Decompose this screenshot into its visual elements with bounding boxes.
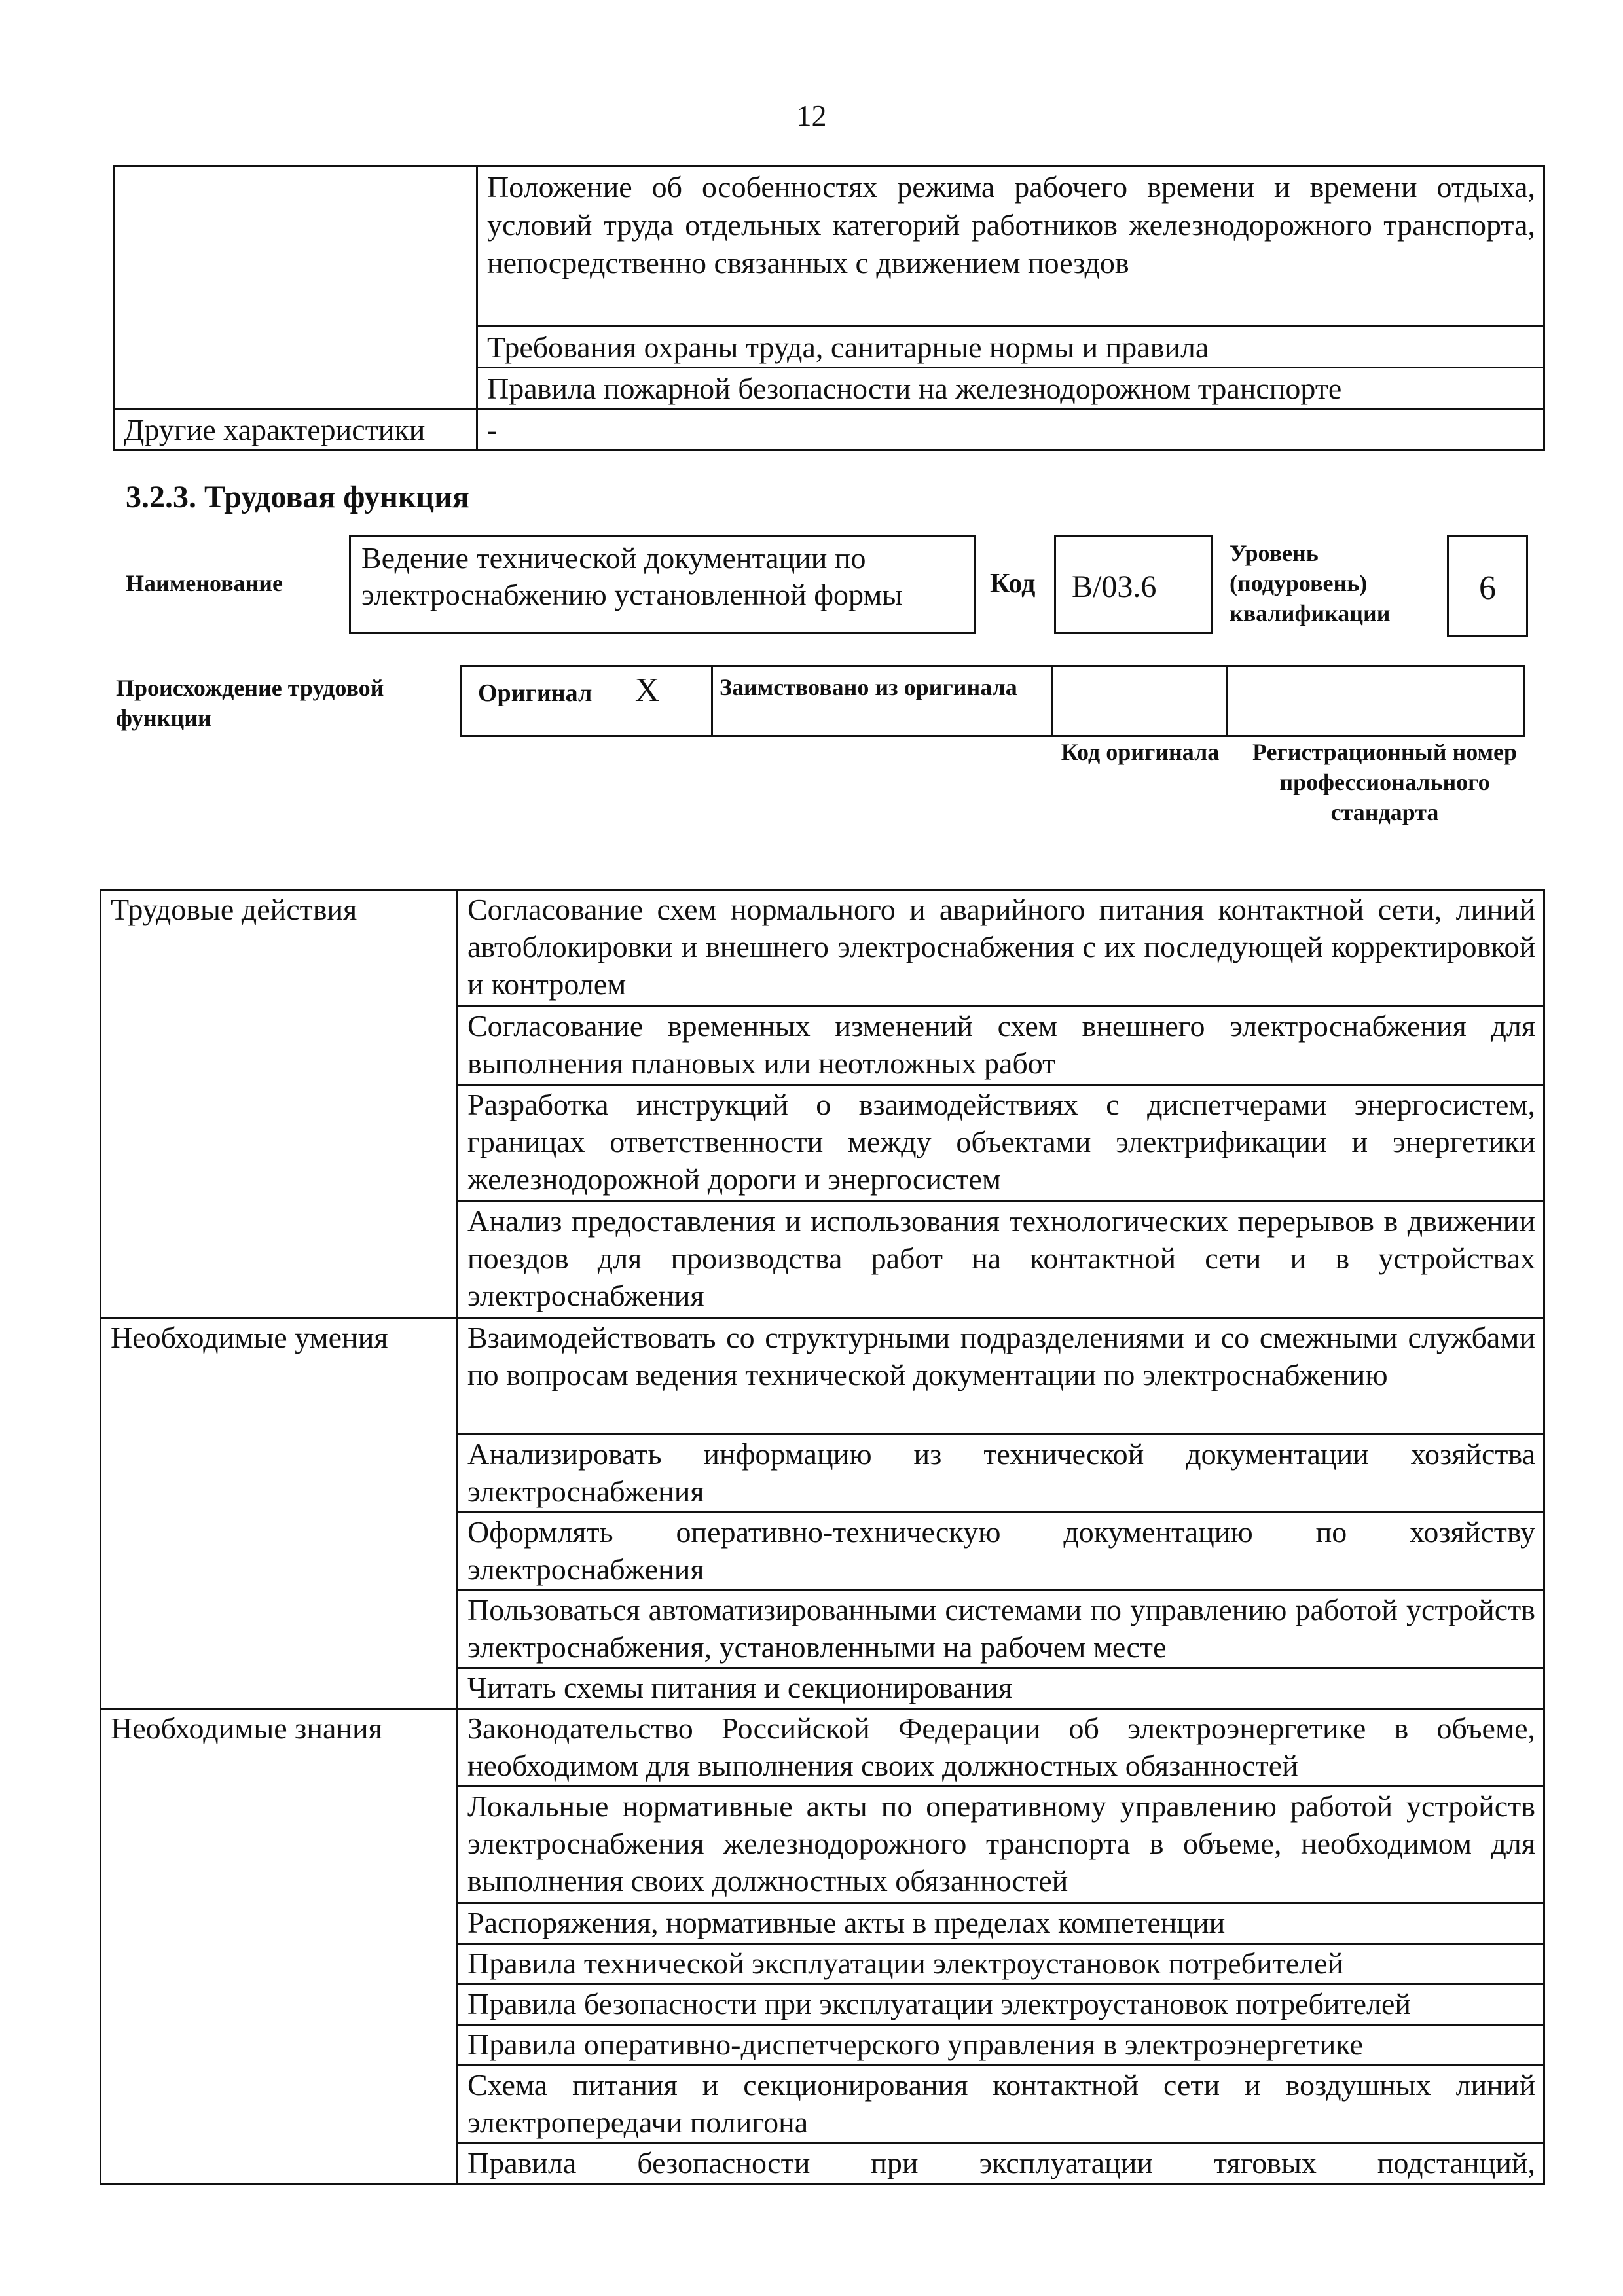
name-label: Наименование: [126, 570, 283, 596]
function-code-box: [1054, 535, 1213, 634]
origin-table: [460, 665, 1525, 737]
code-label: Код: [990, 569, 1036, 599]
table-cell: Правила пожарной безопасности на железнодорожном транспорте: [477, 368, 1544, 409]
function-name-box: [349, 535, 976, 634]
original-label: Оригинал: [478, 679, 593, 707]
page-number: 12: [796, 99, 827, 132]
level-value: 6: [1479, 569, 1496, 607]
section-heading: 3.2.3. Трудовая функция: [126, 480, 469, 514]
reg-number-cell: [1228, 666, 1525, 736]
table-cell: Распоряжения, нормативные акты в пределах компетенции: [458, 1903, 1544, 1944]
code-original-cell: [1053, 666, 1228, 736]
table-cell: Правила оперативно-диспетчерского управления в электроэнергетике: [458, 2025, 1544, 2066]
borrowed-cell: Заимствовано из оригинала: [712, 666, 1053, 736]
table-cell: Требования охраны труда, санитарные нормы и правила: [477, 327, 1544, 368]
table-cell: Взаимодействовать со структурными подразделениями и со смежными службами по вопросам ведения технической документации по электроснабжению: [458, 1318, 1544, 1435]
table-row: [462, 666, 1525, 736]
labor-function-table: [100, 889, 1545, 2185]
level-label: Уровень (подуровень) квалификации: [1230, 540, 1391, 626]
table-row: [101, 1318, 1544, 1435]
table-cell: Локальные нормативные акты по оперативному управлению работой устройств электроснабжения железнодорожного транспорта в объеме, необходимом для выполнения своих должностных обязанностей: [458, 1787, 1544, 1903]
table-cell: Согласование временных изменений схем внешнего электроснабжения для выполнения плановых или неотложных работ: [458, 1007, 1544, 1085]
original-cell: [462, 666, 712, 736]
continuation-table: [113, 165, 1545, 451]
table-cell: Оформлять оперативно-техническую документацию по хозяйству электроснабжения: [458, 1513, 1544, 1590]
table-label-cell: [114, 166, 477, 409]
table-cell: Разработка инструкций о взаимодействиях с диспетчерами энергосистем, границах ответственности между объектами электрификации и энергетики железнодорожной дороги и энергосистем: [458, 1085, 1544, 1202]
table-cell: Анализировать информацию из технической документации хозяйства электроснабжения: [458, 1435, 1544, 1513]
function-code: B/03.6: [1072, 569, 1157, 604]
original-mark: X: [634, 672, 660, 709]
level-box: [1447, 535, 1528, 637]
table-cell: Законодательство Российской Федерации об электроэнергетике в объеме, необходимом для выполнения своих должностных обязанностей: [458, 1709, 1544, 1787]
table-cell: Пользоваться автоматизированными системами по управлению работой устройств электроснабжения, установленными на рабочем месте: [458, 1590, 1544, 1668]
table-cell: Читать схемы питания и секционирования: [458, 1668, 1544, 1709]
section-label-cell: Трудовые действия: [101, 890, 458, 1318]
section-label-cell: Необходимые умения: [101, 1318, 458, 1709]
table-row: [101, 1709, 1544, 1787]
table-cell: Правила безопасности при эксплуатации тяговых подстанций,: [458, 2144, 1544, 2184]
table-cell: -: [477, 409, 1544, 450]
code-original-caption: Код оригинала: [1061, 739, 1220, 765]
table-cell: Анализ предоставления и использования технологических перерывов в движении поездов для производства работ на контактной сети и в устройствах электроснабжения: [458, 1202, 1544, 1318]
table-cell: Положение об особенностях режима рабочего времени и времени отдыха, условий труда отдельных категорий работников железнодорожного транспорта, непосредственно связанных с движением поездов: [477, 166, 1544, 327]
reg-number-caption: Регистрационный номер профессионального стандарта: [1252, 739, 1518, 825]
function-name: Ведение технической документации по электроснабжению установленной формы: [361, 541, 903, 611]
table-cell: Схема питания и секционирования контактной сети и воздушных линий электропередачи полигона: [458, 2066, 1544, 2144]
section-label-cell: Необходимые знания: [101, 1709, 458, 2184]
table-row: [114, 409, 1544, 450]
table-cell: Согласование схем нормального и аварийного питания контактной сети, линий автоблокировки и внешнего электроснабжения с их последующей корректировкой и контролем: [458, 890, 1544, 1007]
table-row: [101, 890, 1544, 1007]
origin-label: Происхождение трудовой функции: [116, 675, 384, 731]
table-cell: Правила безопасности при эксплуатации электроустановок потребителей: [458, 1984, 1544, 2025]
table-label-cell: Другие характеристики: [114, 409, 477, 450]
table-cell: Правила технической эксплуатации электроустановок потребителей: [458, 1944, 1544, 1984]
table-row: [114, 166, 1544, 327]
